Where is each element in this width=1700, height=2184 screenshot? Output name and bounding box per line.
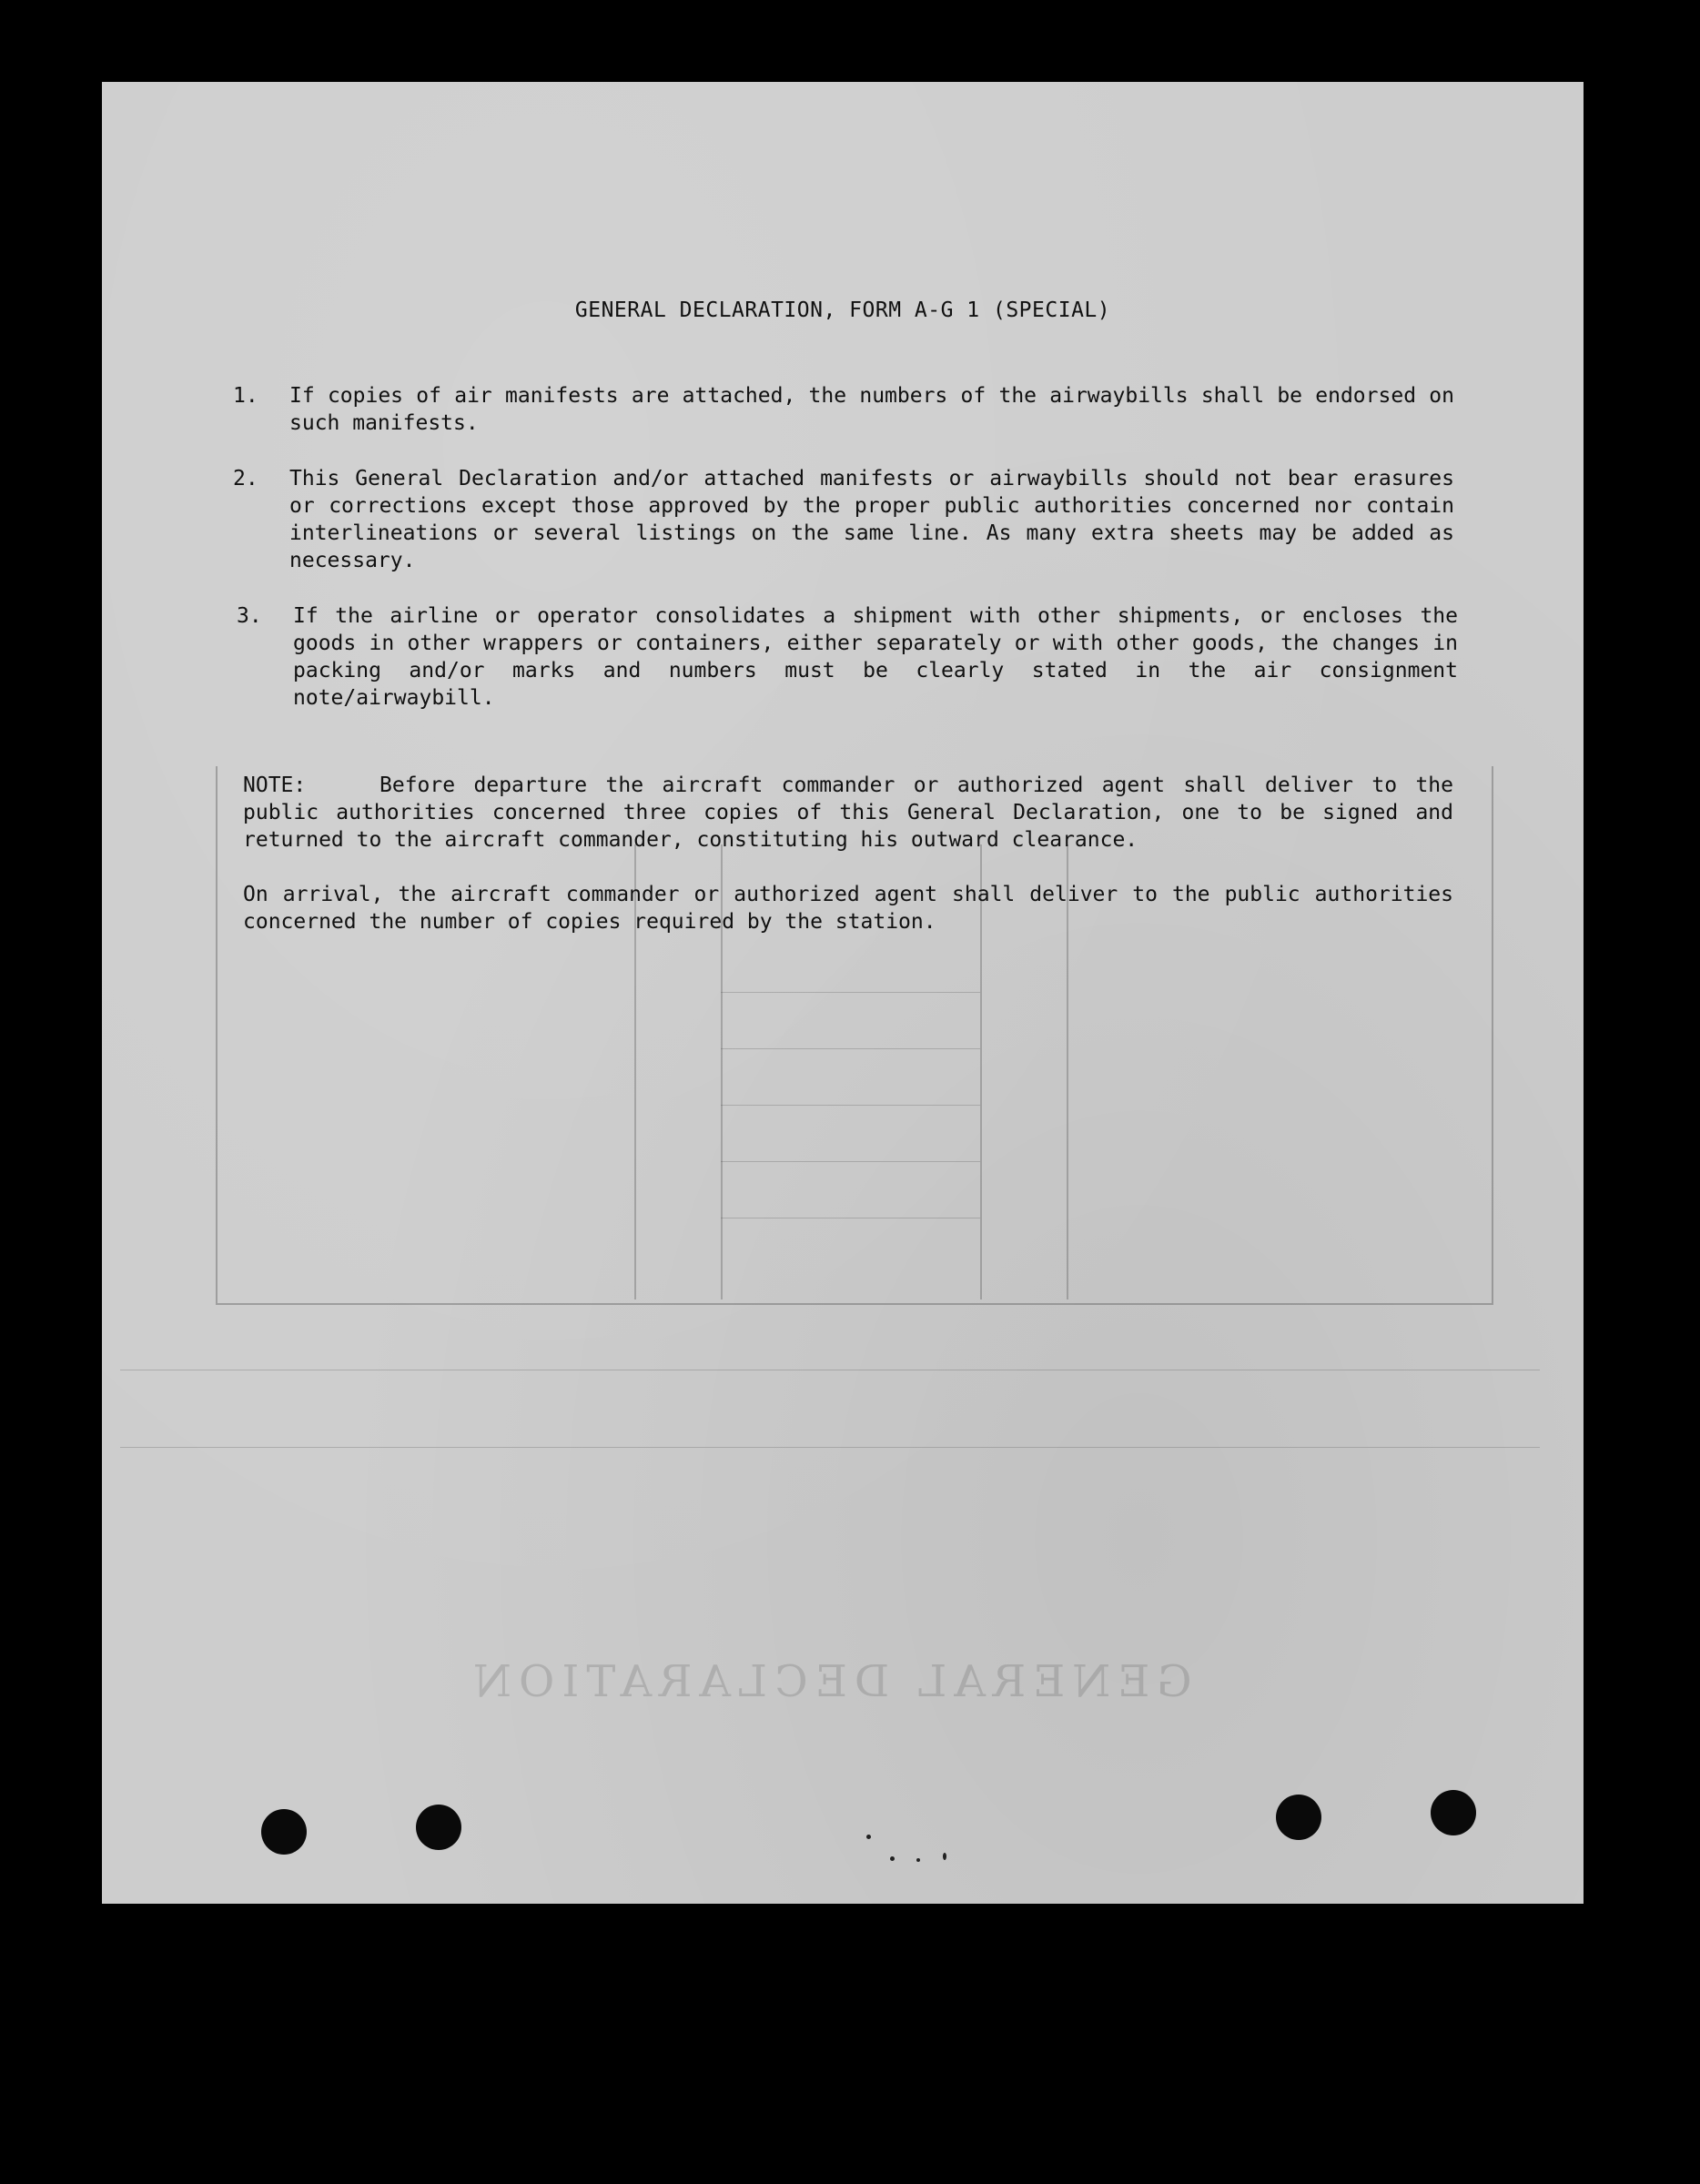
instruction-item: [233, 382, 1507, 437]
bleed-through-line: [721, 1048, 980, 1049]
note-departure-text: Before departure the aircraft commander or authorized agent shall deliver to the public authorities concerned three copies of this General Declaration, one to be signed and returned to the aircraft commander, constituting his outward clearance.: [243, 774, 1453, 852]
page-title: GENERAL DECLARATION, FORM A-G 1 (SPECIAL): [574, 298, 1111, 322]
instruction-item: [233, 465, 1507, 574]
note-label: NOTE:: [243, 774, 307, 797]
punch-hole: [1276, 1795, 1321, 1840]
punch-hole: [1431, 1790, 1476, 1835]
speck: [890, 1856, 895, 1861]
document-sheet: [102, 82, 1584, 1904]
bleed-through-line: [120, 1447, 1540, 1448]
item-number: 1.: [233, 384, 258, 408]
bleed-through-line: [721, 1105, 980, 1106]
item-number: 3.: [237, 604, 262, 628]
punch-hole: [261, 1809, 307, 1855]
instruction-item: [237, 602, 1511, 712]
bleed-through-heading: GENERAL DECLARATION: [466, 1656, 1192, 1707]
item-text: If the airline or operator consolidates a shipment with other shipments, or encloses the goods in other wrappers or containers, either separately or with other goods, the changes in packing and/or marks and numbers must be clearly stated in the air consignment note/airwaybill.: [293, 604, 1458, 710]
bleed-through-line: [721, 992, 980, 993]
speck: [943, 1853, 946, 1860]
item-text: This General Declaration and/or attached manifests or airwaybills should not bear erasures or corrections except those approved by the proper public authorities concerned nor contain interlineations or several listings on the same line. As many extra sheets may be added as necessary.: [289, 467, 1454, 572]
bleed-through-line: [721, 1161, 980, 1162]
item-text: If copies of air manifests are attached, the numbers of the airwaybills shall be endorsed on such manifests.: [289, 384, 1454, 435]
speck: [866, 1835, 871, 1839]
speck: [916, 1858, 920, 1862]
note-arrival: On arrival, the aircraft commander or authorized agent shall deliver to the public authorities concerned the number of copies required by the station.: [243, 883, 1453, 934]
punch-hole: [416, 1805, 461, 1850]
note-block: [243, 772, 1453, 935]
item-number: 2.: [233, 467, 258, 490]
note-departure: [243, 772, 1453, 854]
